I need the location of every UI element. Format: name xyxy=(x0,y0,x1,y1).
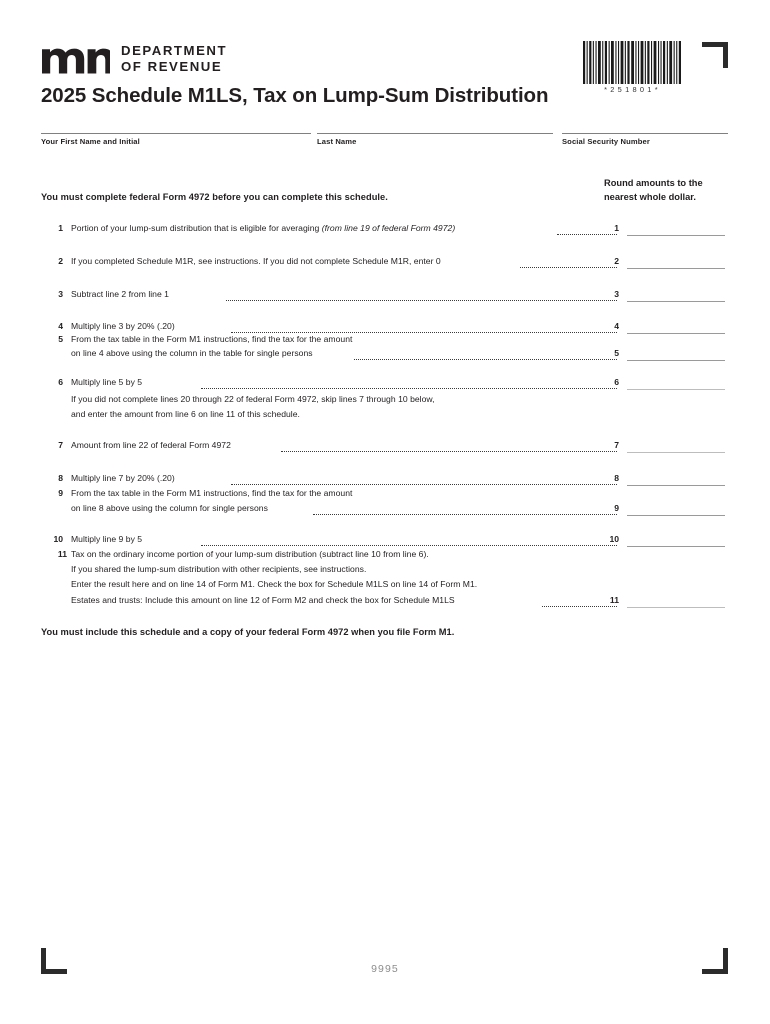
line-text-11a: Tax on the ordinary income portion of your lump-sum distribution (subtract line 10 from line 6). xyxy=(71,549,429,559)
answer-line-2[interactable] xyxy=(627,268,725,269)
line-note-6a: If you did not complete lines 20 through 22 of federal Form 4972, skip lines 7 through 10 below, xyxy=(71,394,435,404)
answer-line-10[interactable] xyxy=(627,546,725,547)
line-text-11d: Estates and trusts: Include this amount on line 12 of Form M2 and check the box for Schedule M1LS xyxy=(71,595,455,605)
form-line-6-note1 xyxy=(41,394,731,408)
agency-name-line1: DEPARTMENT xyxy=(121,43,228,58)
minnesota-mn-logo-icon xyxy=(42,44,110,74)
answer-line-6[interactable] xyxy=(627,389,725,390)
first-name-field[interactable] xyxy=(41,133,311,148)
last-name-field[interactable] xyxy=(317,133,553,148)
line-text-6: Multiply line 5 by 5 xyxy=(71,377,143,387)
answer-number-3: 3 xyxy=(614,289,619,299)
line-number-3: 3 xyxy=(58,289,63,299)
line-text-11c: Enter the result here and on line 14 of Form M1. Check the box for Schedule M1LS on line 14 of Form M1. xyxy=(71,579,478,589)
line-text-7: Amount from line 22 of federal Form 4972 xyxy=(71,440,231,450)
first-name-label: Your First Name and Initial xyxy=(41,137,140,146)
answer-number-7: 7 xyxy=(614,440,619,450)
form-line-11-cont1 xyxy=(41,564,731,578)
line-text-1: Portion of your lump-sum distribution that is eligible for averaging (from line 19 of federal Form 4972) xyxy=(71,223,456,233)
line-number-6: 6 xyxy=(58,377,63,387)
agency-name xyxy=(121,43,227,74)
line-number-2: 2 xyxy=(58,256,63,266)
line-text-8: Multiply line 7 by 20% (.20) xyxy=(71,473,175,483)
agency-name-line2: OF REVENUE xyxy=(121,58,223,74)
line-number-10: 10 xyxy=(53,534,63,544)
answer-number-6: 6 xyxy=(614,377,619,387)
line-text-4: Multiply line 3 by 20% (.20) xyxy=(71,321,175,331)
line-text-9b: on line 8 above using the column for single persons xyxy=(71,503,268,513)
rounding-note-line1: Round amounts to the xyxy=(604,178,703,188)
rounding-note-line2: nearest whole dollar. xyxy=(604,191,696,202)
line-number-7: 7 xyxy=(58,440,63,450)
answer-number-1: 1 xyxy=(614,223,619,233)
closing-notice: You must include this schedule and a copy of your federal Form 4972 when you file Form M1. xyxy=(41,627,455,637)
ssn-field[interactable] xyxy=(562,133,728,148)
line-number-11: 11 xyxy=(57,549,67,559)
line-number-8: 8 xyxy=(58,473,63,483)
form-line-6-note2 xyxy=(41,409,731,423)
answer-line-3[interactable] xyxy=(627,301,725,302)
last-name-label: Last Name xyxy=(317,137,357,146)
answer-line-9[interactable] xyxy=(627,515,725,516)
answer-number-5: 5 xyxy=(614,348,619,358)
prerequisite-notice: You must complete federal Form 4972 before you can complete this schedule. xyxy=(41,192,388,202)
line-number-1: 1 xyxy=(58,223,63,233)
answer-number-10: 10 xyxy=(609,534,619,544)
line-note-6b: and enter the amount from line 6 on line 11 of this schedule. xyxy=(71,409,300,419)
footer-form-code: 9995 xyxy=(371,963,399,975)
line-number-9: 9 xyxy=(58,488,63,498)
line-number-4: 4 xyxy=(58,321,63,331)
line-text-2: If you completed Schedule M1R, see instructions. If you did not complete Schedule M1R, enter 0 xyxy=(71,256,441,266)
ssn-label: Social Security Number xyxy=(562,137,650,146)
form-line-9 xyxy=(41,488,731,502)
line-text-5b: on line 4 above using the column in the table for single persons xyxy=(71,348,313,358)
agency-logo-block xyxy=(42,43,227,74)
form-barcode xyxy=(583,41,682,94)
answer-number-11: 11 xyxy=(609,595,619,605)
form-line-5 xyxy=(41,334,731,348)
corner-mark-top-right xyxy=(702,42,728,68)
answer-line-5[interactable] xyxy=(627,360,725,361)
line-text-3: Subtract line 2 from line 1 xyxy=(71,289,169,299)
barcode-icon xyxy=(583,41,682,84)
form-line-11 xyxy=(41,549,731,563)
line-number-5: 5 xyxy=(58,334,63,344)
answer-number-9: 9 xyxy=(614,503,619,513)
line-text-9a: From the tax table in the Form M1 instructions, find the tax for the amount xyxy=(71,488,353,498)
answer-line-8[interactable] xyxy=(627,485,725,486)
rounding-note xyxy=(604,177,734,204)
answer-number-2: 2 xyxy=(614,256,619,266)
answer-number-4: 4 xyxy=(614,321,619,331)
answer-line-1[interactable] xyxy=(627,235,725,236)
barcode-value: *251801* xyxy=(604,85,661,94)
page-title: 2025 Schedule M1LS, Tax on Lump-Sum Distribution xyxy=(41,84,549,107)
line-text-10: Multiply line 9 by 5 xyxy=(71,534,143,544)
line-text-5a: From the tax table in the Form M1 instructions, find the tax for the amount xyxy=(71,334,353,344)
line-text-11b: If you shared the lump-sum distribution with other recipients, see instructions. xyxy=(71,564,367,574)
answer-line-7[interactable] xyxy=(627,452,725,453)
answer-line-11[interactable] xyxy=(627,607,725,608)
form-line-11-cont2 xyxy=(41,579,731,593)
answer-number-8: 8 xyxy=(614,473,619,483)
